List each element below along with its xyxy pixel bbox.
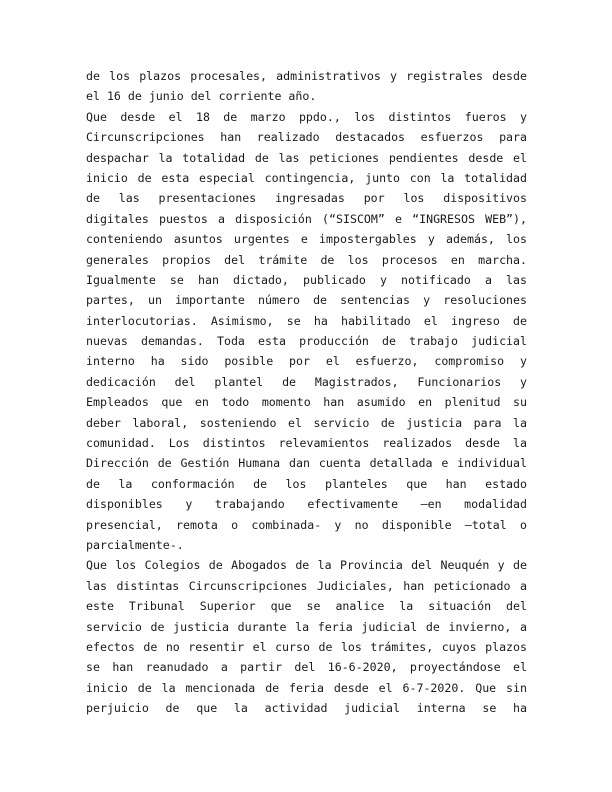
text-line: servicio de justicia durante la feria judicial de invierno, a xyxy=(86,619,527,634)
paragraph-plazos xyxy=(86,66,527,107)
text-line: presencial, remota o combinada- y no disponible –total o xyxy=(86,517,527,532)
text-line: inicio de esta especial contingencia, junto con la totalidad xyxy=(86,170,527,185)
document-body xyxy=(86,66,527,719)
text-line: comunidad. Los distintos relevamientos realizados desde la xyxy=(86,436,527,451)
text-line: inicio de la mencionada de feria desde el 6-7-2020. Que sin xyxy=(86,680,527,695)
text-line: partes, un importante número de sentencias y resoluciones xyxy=(86,293,527,308)
text-line: interno ha sido posible por el esfuerzo, compromiso y xyxy=(86,354,527,369)
text-line: generales propios del trámite de los procesos en marcha. xyxy=(86,252,527,267)
text-line: Igualmente se han dictado, publicado y notificado a las xyxy=(86,272,527,287)
text-line: de los plazos procesales, administrativos y registrales desde xyxy=(86,69,527,83)
paragraph-colegios xyxy=(86,555,527,718)
text-line: disponibles y trabajando efectivamente –en modalidad xyxy=(86,497,527,512)
text-line: Circunscripciones han realizado destacados esfuerzos para xyxy=(86,130,527,145)
paragraph-esfuerzos xyxy=(86,107,527,556)
text-line: digitales puestos a disposición (“SISCOM” e “INGRESOS WEB”), xyxy=(86,211,527,226)
text-line: este Tribunal Superior que se analice la situación del xyxy=(86,599,527,614)
text-line: Empleados que en todo momento han asumido en plenitud su xyxy=(86,395,527,410)
text-line: se han reanudado a partir del 16-6-2020, proyectándose el xyxy=(86,660,527,675)
text-line: despachar la totalidad de las peticiones pendientes desde el xyxy=(86,150,527,165)
text-line: conteniendo asuntos urgentes e impostergables y además, los xyxy=(86,232,527,247)
text-line: interlocutorias. Asimismo, se ha habilitado el ingreso de xyxy=(86,313,527,328)
text-line: dedicación del plantel de Magistrados, Funcionarios y xyxy=(86,374,527,389)
text-line: Que los Colegios de Abogados de la Provincia del Neuquén y de xyxy=(86,558,527,573)
text-line: nuevas demandas. Toda esta producción de trabajo judicial xyxy=(86,334,527,349)
text-line: el 16 de junio del corriente año. xyxy=(86,89,317,104)
text-line: de las presentaciones ingresadas por los dispositivos xyxy=(86,191,527,206)
text-line: Dirección de Gestión Humana dan cuenta detallada e individual xyxy=(86,456,527,471)
text-line: efectos de no resentir el curso de los trámites, cuyos plazos xyxy=(86,639,527,654)
text-line: Que desde el 18 de marzo ppdo., los distintos fueros y xyxy=(86,109,527,124)
text-line: deber laboral, sosteniendo el servicio de justicia para la xyxy=(86,415,527,430)
text-line: las distintas Circunscripciones Judiciales, han peticionado a xyxy=(86,578,527,593)
text-line: parcialmente-. xyxy=(86,537,184,552)
text-line: de la conformación de los planteles que han estado xyxy=(86,476,527,491)
text-line: perjuicio de que la actividad judicial interna se ha xyxy=(86,701,527,716)
